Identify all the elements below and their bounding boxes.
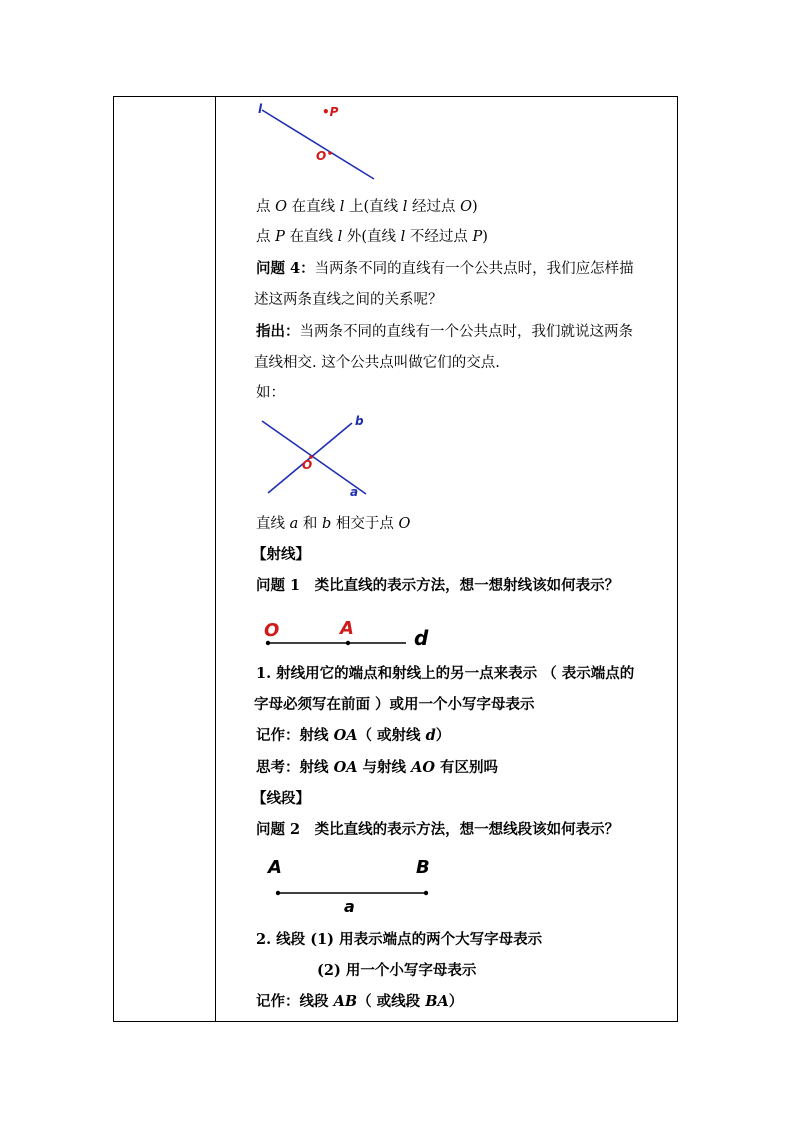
point-line-figure [254,101,389,185]
ray-label-o: O [264,620,280,641]
question-4-line1: 问题 4：当两条不同的直线有一个公共点时，我们应怎样描 [256,260,634,277]
segment-item-2-line2: (2) 用一个小写字母表示 [317,962,477,979]
label-o: O [302,458,313,472]
segment-label-a-cap: A [268,857,282,878]
ray-notation: 记作：射线 OA（ 或射线 d） [256,727,451,744]
line-a [262,421,366,494]
label-p: •P [322,105,339,119]
lesson-content-cell [216,97,677,1021]
example-label: 如： [256,385,285,401]
ray-figure [260,612,450,652]
intersect-caption: 直线 a 和 b 相交于点 O [256,516,411,532]
label-l: l [258,102,263,116]
line-l [262,110,374,179]
segment-label-a: a [344,897,355,916]
point-out-line1: 指出：当两条不同的直线有一个公共点时，我们就说这两条 [256,323,633,340]
segment-endpoint-a [276,891,280,895]
ray-heading: 【射线】 [252,546,310,563]
segment-label-b-cap: B [416,857,430,878]
intersecting-lines-figure [256,413,386,505]
segment-heading: 【线段】 [252,790,310,807]
segment-notation: 记作：线段 AB（ 或线段 BA） [256,993,464,1010]
ray-label-a: A [340,618,354,639]
point-p-text: 点 P 在直线 l 外(直线 l 不经过点 P) [256,229,488,245]
content-table [113,96,678,1022]
point-out-line2: 直线相交. 这个公共点叫做它们的交点. [254,355,500,371]
ray-question-1: 问题 1 类比直线的表示方法，想一想射线该如何表示？ [256,577,620,594]
ray-label-d: d [414,626,429,650]
segment-endpoint-b [424,891,428,895]
label-a: a [350,485,359,499]
ray-point-a [346,641,350,645]
ray-endpoint-o [266,641,270,645]
segment-figure [260,852,450,918]
segment-question-2: 问题 2 类比直线的表示方法，想一想线段该如何表示？ [256,821,620,838]
ray-item-1-line2: 字母必须写在前面 ）或用一个小写字母表示 [254,696,535,713]
segment-item-2-line1: 2. 线段 (1) 用表示端点的两个大写字母表示 [256,931,543,948]
point-o-text: 点 O 在直线 l 上(直线 l 经过点 O) [256,199,478,215]
label-b: b [355,414,364,428]
question-4-line2: 述这两条直线之间的关系呢？ [254,292,443,308]
ray-think: 思考：射线 OA 与射线 AO 有区别吗 [256,759,499,776]
point-o-dot [328,151,332,155]
ray-item-1-line1: 1. 射线用它的端点和射线上的另一点来表示 （ 表示端点的 [256,665,635,682]
label-o: O [316,149,327,163]
